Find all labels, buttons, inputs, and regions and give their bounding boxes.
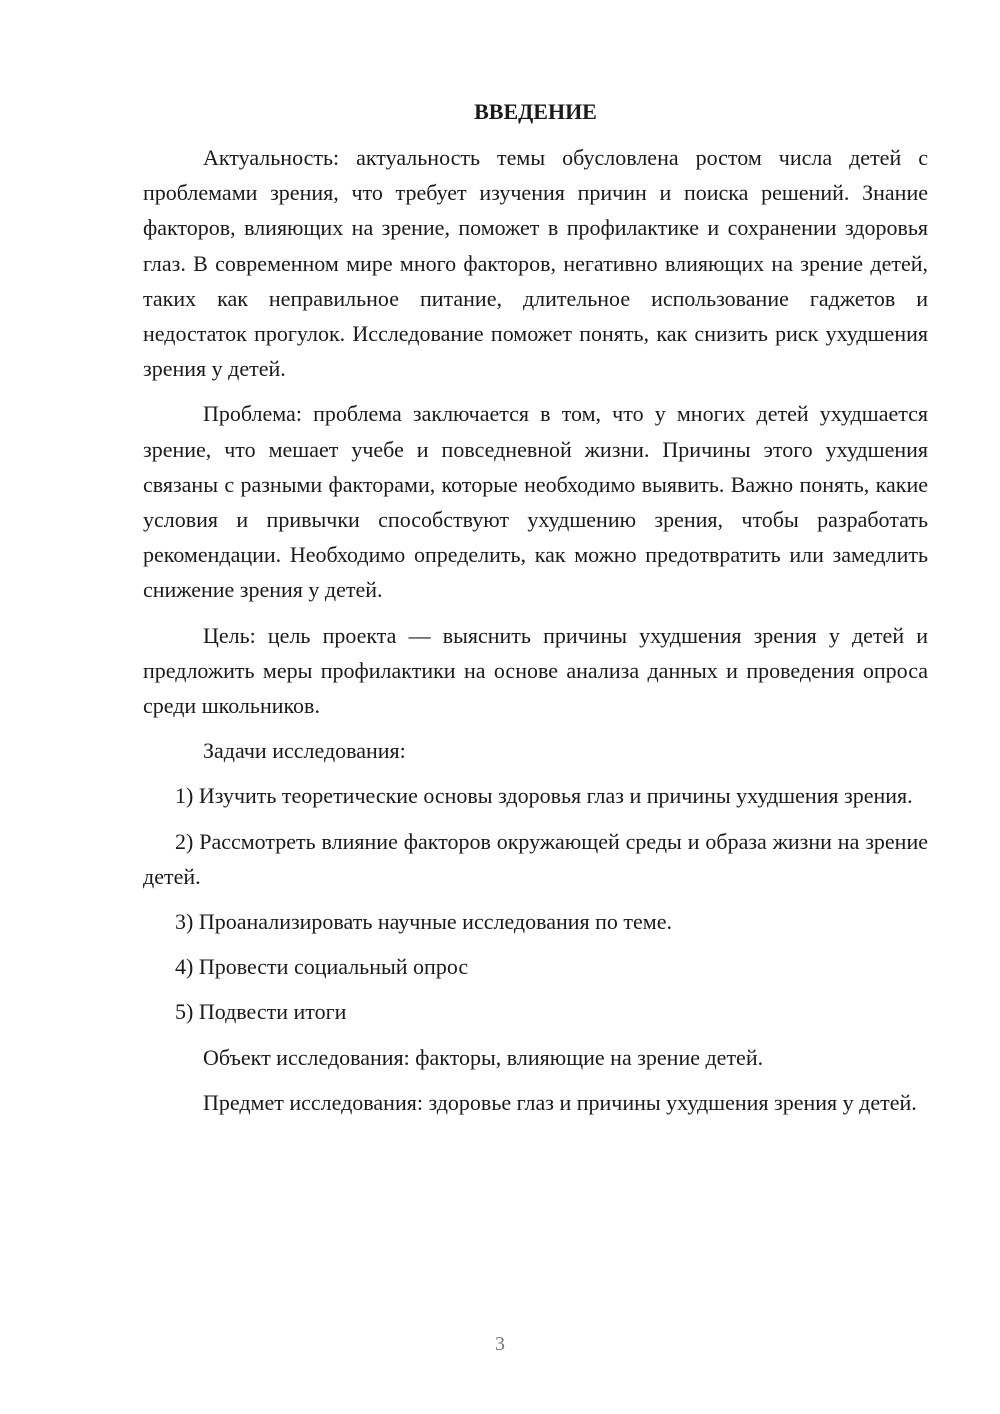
relevance-paragraph: Актуальность: актуальность темы обусловлена ростом числа детей с проблемами зрения, что требует изучения причин и поиска решений. Знание факторов, влияющих на зрение, поможет в профилактике и сохранении здоровья глаз. В современном мире много факторов, негативно влияющих на зрение детей, таких как неправильное питание, длительное использование гаджетов и недостаток прогулок. Исследование поможет понять, как снизить риск ухудшения зрения у детей. (143, 145, 928, 382)
task-item-3: 3) Проанализировать научные исследования по теме. (175, 909, 672, 935)
document-page (143, 94, 928, 1130)
task-item-5: 5) Подвести итоги (175, 999, 347, 1025)
task-item-4: 4) Провести социальный опрос (175, 954, 469, 980)
task-item-1: 1) Изучить теоретические основы здоровья глаз и причины ухудшения зрения. (175, 783, 913, 809)
page-number: 3 (495, 1333, 505, 1355)
section-heading: ВВЕДЕНИЕ (474, 99, 597, 124)
task-item-2: 2) Рассмотреть влияние факторов окружающей среды и образа жизни на зрение детей. (143, 828, 928, 889)
tasks-title: Задачи исследования: (203, 738, 406, 764)
research-subject: Предмет исследования: здоровье глаз и причины ухудшения зрения у детей. (203, 1089, 917, 1115)
problem-paragraph: Проблема: проблема заключается в том, что у многих детей ухудшается зрение, что мешает учебе и повседневной жизни. Причины этого ухудшения связаны с разными факторами, которые необходимо выявить. Важно понять, какие условия и привычки способствуют ухудшению зрения, чтобы разработать рекомендации. Необходимо определить, как можно предотвратить или замедлить снижение зрения у детей. (143, 401, 928, 603)
research-object: Объект исследования: факторы, влияющие на зрение детей. (203, 1044, 764, 1070)
goal-paragraph: Цель: цель проекта — выяснить причины ухудшения зрения у детей и предложить меры профилактики на основе анализа данных и проведения опроса среди школьников. (143, 622, 928, 719)
